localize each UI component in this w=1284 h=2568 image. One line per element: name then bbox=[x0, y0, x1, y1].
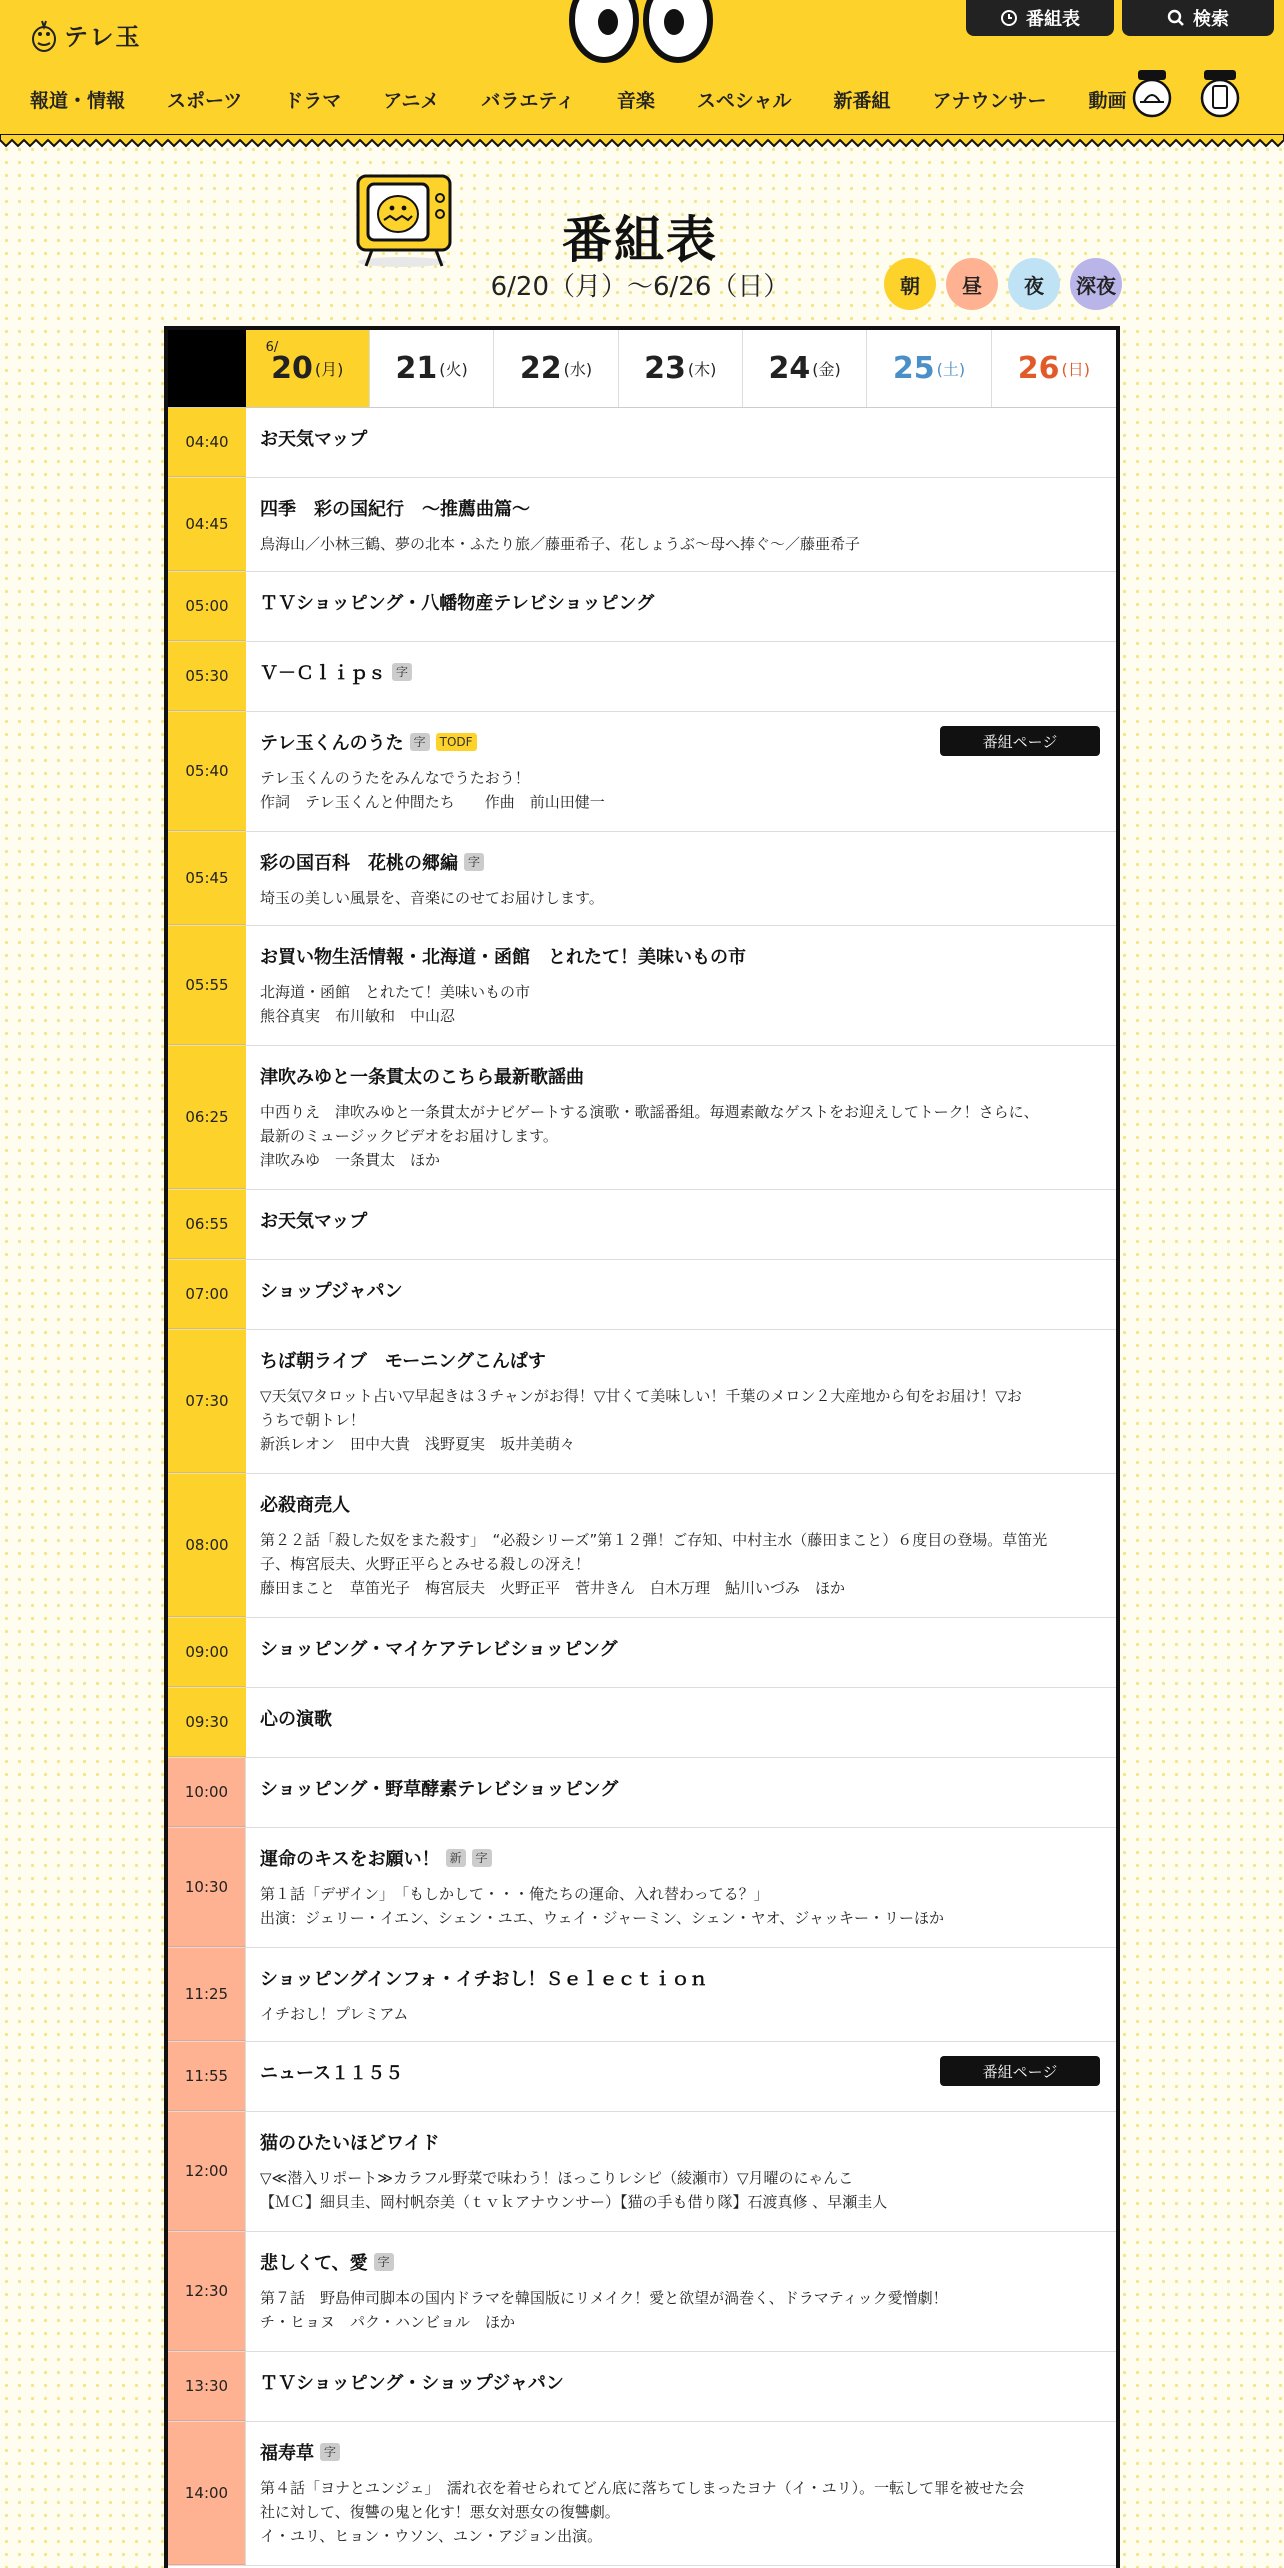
date-range: 6/20（月）〜6/26（日） bbox=[490, 272, 790, 302]
program-description-line: 第１話「デザイン」 「もしかして・・・俺たちの運命、入れ替わってる？」 bbox=[260, 1885, 769, 1903]
program-description bbox=[260, 980, 1102, 1028]
day-weekday: (木) bbox=[687, 360, 717, 379]
program-row bbox=[168, 832, 1116, 926]
program-cell[interactable] bbox=[246, 1190, 1116, 1259]
program-badge: 字 bbox=[410, 733, 430, 751]
program-badge: 字 bbox=[392, 663, 412, 681]
program-description-line: 【ＭＣ】細貝圭、岡村帆奈美（ｔｖｋアナウンサー）【猫の手も借り隊】石渡真修 、早瀬圭人 bbox=[260, 2193, 888, 2211]
nav-announcers[interactable]: アナウンサー bbox=[932, 89, 1047, 112]
program-row bbox=[168, 1758, 1116, 1828]
program-row bbox=[168, 1260, 1116, 1330]
program-time: 04:45 bbox=[168, 478, 246, 571]
period-daytime-button[interactable]: 昼 bbox=[946, 258, 998, 310]
program-description-line: 埼玉の美しい風景を、音楽にのせてお届けします。 bbox=[260, 889, 604, 907]
program-row bbox=[168, 1688, 1116, 1758]
period-evening-button[interactable]: 夜 bbox=[1008, 258, 1060, 310]
day-weekday: (土) bbox=[936, 360, 966, 379]
program-title[interactable]: ショッピング・マイケアテレビショッピング bbox=[260, 1639, 618, 1660]
program-time: 06:25 bbox=[168, 1046, 246, 1189]
program-title-line bbox=[260, 496, 1102, 520]
mascot-eyes-icon bbox=[566, 0, 716, 64]
program-description-line: 出演：ジェリー・イエン、シェン・ユエ、ウェイ・ジャーミン、シェン・ヤオ、ジャッキー・リーほか bbox=[260, 1909, 945, 1927]
program-page-button[interactable]: 番組ページ bbox=[940, 2056, 1100, 2086]
program-badge: 新 bbox=[446, 1849, 466, 1867]
program-description-line: 最新のミュージックビデオをお届けします。 bbox=[260, 1127, 558, 1145]
program-title-line bbox=[260, 1208, 1102, 1232]
program-description-line: イ・ユリ、ヒョン・ウソン、ユン・アジョン出演。 bbox=[260, 2527, 603, 2545]
program-title[interactable]: 彩の国百科 花桃の郷編 bbox=[260, 853, 458, 874]
program-guide-button[interactable] bbox=[966, 0, 1114, 36]
program-time: 05:45 bbox=[168, 832, 246, 925]
program-description-line: 新浜レオン 田中大貴 浅野夏実 坂井美萌々 bbox=[260, 1435, 576, 1453]
program-time: 13:30 bbox=[168, 2352, 246, 2421]
day-number: 25 bbox=[892, 351, 935, 386]
search-button[interactable] bbox=[1122, 0, 1274, 36]
day-tab-2[interactable] bbox=[494, 330, 618, 407]
site-logo[interactable] bbox=[30, 14, 142, 54]
program-cell[interactable] bbox=[246, 642, 1116, 711]
program-row bbox=[168, 572, 1116, 642]
program-title[interactable]: ＴＶショッピング・ショップジャパン bbox=[260, 2373, 564, 2394]
program-description-line: うちで朝トレ！ bbox=[260, 1411, 365, 1429]
program-row bbox=[168, 1948, 1116, 2042]
day-selector bbox=[168, 330, 1116, 408]
program-title-line bbox=[260, 1706, 1102, 1730]
program-cell[interactable] bbox=[246, 1618, 1116, 1687]
program-title-line bbox=[260, 850, 1102, 874]
program-row bbox=[168, 2352, 1116, 2422]
program-cell[interactable] bbox=[246, 2352, 1116, 2421]
program-row bbox=[168, 408, 1116, 478]
day-tab-6[interactable] bbox=[992, 330, 1116, 407]
program-title[interactable]: ショップジャパン bbox=[260, 1281, 403, 1302]
program-row bbox=[168, 1190, 1116, 1260]
main-nav bbox=[30, 84, 1169, 114]
nav-anime[interactable]: アニメ bbox=[383, 89, 440, 112]
program-row bbox=[168, 1046, 1116, 1190]
program-description-line: 社に対して、復讐の鬼と化す！悪女対悪女の復讐劇。 bbox=[260, 2503, 620, 2521]
program-title-line bbox=[260, 1776, 1102, 1800]
program-description bbox=[260, 1528, 1102, 1600]
program-title-line bbox=[260, 2440, 1102, 2464]
program-cell[interactable] bbox=[246, 1948, 1116, 2041]
program-badge: 字 bbox=[374, 2253, 394, 2271]
program-title-line bbox=[260, 1636, 1102, 1660]
period-latenight-button[interactable]: 深夜 bbox=[1070, 258, 1122, 310]
program-row bbox=[168, 1474, 1116, 1618]
program-description-line: ▽≪潜入リポート≫カラフル野菜で味わう！ほっこりレシピ（綾瀬市）▽月曜のにゃんこ bbox=[260, 2169, 854, 2187]
program-description-line: 中西りえ 津吹みゆと一条貫太がナビゲートする演歌・歌謡番組。毎週素敵なゲストをお迎えしてトーク！さらに、 bbox=[260, 1103, 1039, 1121]
program-cell[interactable] bbox=[246, 408, 1116, 477]
program-title[interactable]: ＴＶショッピング・八幡物産テレビショッピング bbox=[260, 593, 655, 614]
program-cell[interactable] bbox=[246, 572, 1116, 641]
program-title-line bbox=[260, 590, 1102, 614]
program-title-line bbox=[260, 1846, 1102, 1870]
program-row bbox=[168, 642, 1116, 712]
program-time: 12:00 bbox=[168, 2112, 246, 2231]
program-time: 12:30 bbox=[168, 2232, 246, 2351]
program-description bbox=[260, 1384, 1102, 1456]
logo-text: テレ玉 bbox=[64, 22, 142, 51]
program-time: 05:55 bbox=[168, 926, 246, 1045]
program-time: 09:30 bbox=[168, 1688, 246, 1757]
program-badge: 字 bbox=[472, 1849, 492, 1867]
program-cell[interactable] bbox=[246, 1046, 1116, 1189]
day-weekday: (水) bbox=[563, 360, 593, 379]
program-description bbox=[260, 2286, 1102, 2334]
program-cell[interactable] bbox=[246, 2422, 1116, 2565]
program-cell[interactable] bbox=[246, 832, 1116, 925]
tv-mascot-icon bbox=[352, 168, 462, 268]
site-header bbox=[0, 0, 1284, 140]
tele-tama-delivery-icon[interactable] bbox=[1130, 68, 1174, 118]
day-tab-0[interactable] bbox=[246, 330, 370, 407]
day-tab-1[interactable] bbox=[370, 330, 494, 407]
program-description bbox=[260, 1100, 1102, 1172]
day-weekday: (日) bbox=[1061, 360, 1090, 379]
program-cell[interactable] bbox=[246, 1828, 1116, 1947]
program-row bbox=[168, 1828, 1116, 1948]
program-time: 05:40 bbox=[168, 712, 246, 831]
program-title[interactable]: お天気マップ bbox=[260, 429, 368, 450]
program-time: 07:30 bbox=[168, 1330, 246, 1473]
program-badge: TODF bbox=[436, 733, 477, 751]
program-description bbox=[260, 2476, 1102, 2548]
program-description-line: ▽天気▽タロット占い▽早起きは３チャンがお得！▽甘くて美味しい！千葉のメロン２大産地から旬をお届け！▽お bbox=[260, 1387, 1022, 1405]
program-time: 10:00 bbox=[168, 1758, 246, 1827]
program-description bbox=[260, 886, 1102, 910]
nav-drama[interactable]: ドラマ bbox=[284, 89, 342, 112]
program-row bbox=[168, 2232, 1116, 2352]
day-weekday: (金) bbox=[812, 360, 841, 379]
program-title[interactable]: ショッピング・野草酵素テレビショッピング bbox=[260, 1779, 619, 1800]
search-icon bbox=[1167, 9, 1185, 27]
program-time: 05:00 bbox=[168, 572, 246, 641]
program-description-line: テレ玉くんのうたをみんなでうたおう！ bbox=[260, 769, 530, 787]
program-title[interactable]: Ｖ－Ｃｌｉｐｓ bbox=[260, 663, 386, 684]
program-description-line: 津吹みゆ 一条貫太 ほか bbox=[260, 1151, 441, 1169]
program-cell[interactable] bbox=[246, 1758, 1116, 1827]
nav-sports[interactable]: スポーツ bbox=[167, 89, 243, 112]
day-weekday: (火) bbox=[439, 360, 468, 379]
program-title-line bbox=[260, 660, 1102, 684]
day-tab-3[interactable] bbox=[619, 330, 743, 407]
page-title: 番組表 bbox=[562, 211, 718, 269]
day-number: 23 bbox=[644, 351, 686, 386]
nav-new-programs[interactable]: 新番組 bbox=[833, 89, 891, 112]
program-cell[interactable] bbox=[246, 926, 1116, 1045]
program-cell[interactable] bbox=[246, 2112, 1116, 2231]
program-cell[interactable] bbox=[246, 1688, 1116, 1757]
program-title[interactable]: お天気マップ bbox=[260, 1211, 368, 1232]
program-title-line bbox=[260, 426, 1102, 450]
day-number: 20 bbox=[271, 351, 313, 386]
program-description bbox=[260, 766, 1102, 814]
program-title[interactable]: ショッピングインフォ・イチおし！Ｓｅｌｅｃｔｉｏｎ bbox=[260, 1969, 708, 1990]
program-title-line bbox=[260, 2250, 1102, 2274]
program-description-line: 北海道・函館 とれたて！美味いもの市 bbox=[260, 983, 531, 1001]
program-description-line: チ・ヒョヌ パク・ハンビョル ほか bbox=[260, 2313, 516, 2331]
program-time: 04:40 bbox=[168, 408, 246, 477]
program-badge: 字 bbox=[464, 853, 484, 871]
clock-icon bbox=[1000, 9, 1018, 27]
program-description bbox=[260, 2002, 1102, 2026]
day-weekday: (月) bbox=[314, 360, 344, 379]
program-time: 09:00 bbox=[168, 1618, 246, 1687]
program-row bbox=[168, 2112, 1116, 2232]
program-title-line bbox=[260, 944, 1102, 968]
day-tab-5[interactable] bbox=[867, 330, 991, 407]
program-description-line: 作詞 テレ玉くんと仲間たち 作曲 前山田健一 bbox=[260, 793, 605, 811]
search-label: 検索 bbox=[1193, 9, 1229, 30]
day-tab-4[interactable] bbox=[743, 330, 867, 407]
program-cell[interactable] bbox=[246, 1260, 1116, 1329]
program-description-line: イチおし！プレミアム bbox=[260, 2005, 409, 2023]
program-title-line bbox=[260, 1278, 1102, 1302]
program-row bbox=[168, 478, 1116, 572]
program-title[interactable]: 必殺商売人 bbox=[260, 1495, 350, 1516]
day-number: 24 bbox=[768, 351, 811, 386]
program-time: 11:55 bbox=[168, 2042, 246, 2111]
program-title[interactable]: ちば朝ライブ モーニングこんぱす bbox=[260, 1351, 546, 1372]
program-row bbox=[168, 2422, 1116, 2566]
program-cell[interactable] bbox=[246, 2042, 1116, 2111]
program-description bbox=[260, 532, 1102, 556]
program-description-line: 子、梅宮辰夫、火野正平らとみせる殺しの冴え！ bbox=[260, 1555, 591, 1573]
program-description-line: 第２２話「殺した奴をまた殺す」 “必殺シリーズ”第１２弾！ご存知、中村主水（藤田まこと）６度目の登場。草笛光 bbox=[260, 1531, 1048, 1549]
day-month: 6/ bbox=[265, 340, 279, 355]
nav-music[interactable]: 音楽 bbox=[616, 89, 655, 112]
day-corner bbox=[168, 330, 246, 407]
tele-tama-app-icon[interactable] bbox=[1198, 68, 1242, 118]
program-title[interactable]: 運命のキスをお願い！ bbox=[260, 1849, 440, 1870]
program-time: 11:25 bbox=[168, 1948, 246, 2041]
day-number: 26 bbox=[1017, 351, 1060, 386]
program-description-line: 第４話「ヨナとユンジェ」 濡れ衣を着せられてどん底に落ちてしまったヨナ（イ・ユリ）。一転して罪を被せた会 bbox=[260, 2479, 1025, 2497]
program-title-line bbox=[260, 1064, 1102, 1088]
program-cell[interactable] bbox=[246, 712, 1116, 831]
program-title-line bbox=[260, 1348, 1102, 1372]
program-title[interactable]: お買い物生活情報・北海道・函館 とれたて！美味いもの市 bbox=[260, 947, 746, 968]
program-title[interactable]: 福寿草 bbox=[260, 2443, 314, 2464]
program-time: 07:00 bbox=[168, 1260, 246, 1329]
program-title-line bbox=[260, 2370, 1102, 2394]
day-number: 21 bbox=[395, 351, 438, 386]
program-title[interactable]: 悲しくて、愛 bbox=[260, 2253, 368, 2274]
nav-special[interactable]: スペシャル bbox=[696, 89, 792, 112]
program-row bbox=[168, 1330, 1116, 1474]
program-page-button[interactable]: 番組ページ bbox=[940, 726, 1100, 756]
program-title-line bbox=[260, 1966, 1102, 1990]
program-title[interactable]: 猫のひたいほどワイド bbox=[260, 2133, 440, 2154]
day-number: 22 bbox=[519, 351, 562, 386]
program-title[interactable]: ニュース１１５５ bbox=[260, 2063, 404, 2084]
tele-tama-mascot-icon bbox=[30, 15, 58, 53]
period-morning-button[interactable]: 朝 bbox=[884, 258, 936, 310]
program-badge: 字 bbox=[320, 2443, 340, 2461]
program-row bbox=[168, 926, 1116, 1046]
program-title-line bbox=[260, 2130, 1102, 2154]
program-title[interactable]: 津吹みゆと一条貫太のこちら最新歌謡曲 bbox=[260, 1067, 584, 1088]
program-time: 06:55 bbox=[168, 1190, 246, 1259]
schedule-table bbox=[164, 326, 1120, 2568]
nav-news[interactable]: 報道・情報 bbox=[30, 89, 126, 112]
program-time: 14:00 bbox=[168, 2422, 246, 2565]
program-list bbox=[168, 408, 1116, 2566]
program-time: 05:30 bbox=[168, 642, 246, 711]
program-row bbox=[168, 2042, 1116, 2112]
nav-variety[interactable]: バラエティ bbox=[481, 89, 575, 112]
program-cell[interactable] bbox=[246, 1474, 1116, 1617]
program-row bbox=[168, 712, 1116, 832]
program-row bbox=[168, 1618, 1116, 1688]
program-description-line: 藤田まこと 草笛光子 梅宮辰夫 火野正平 菅井きん 白木万理 鮎川いづみ ほか bbox=[260, 1579, 846, 1597]
program-title[interactable]: 四季 彩の国紀行 ～推薦曲篇～ bbox=[260, 499, 530, 520]
program-time: 08:00 bbox=[168, 1474, 246, 1617]
program-description bbox=[260, 2166, 1102, 2214]
nav-videos[interactable]: 動画 bbox=[1088, 89, 1127, 112]
program-cell[interactable] bbox=[246, 1330, 1116, 1473]
program-guide-label: 番組表 bbox=[1026, 9, 1080, 30]
program-description-line: 鳥海山／小林三鶴、夢の北本・ふたり旅／藤亜希子、花しょうぶ～母へ捧ぐ～／藤亜希子 bbox=[260, 535, 861, 553]
header-zigzag-edge bbox=[0, 134, 1284, 150]
program-description bbox=[260, 1882, 1102, 1930]
program-title[interactable]: 心の演歌 bbox=[260, 1709, 332, 1730]
program-description-line: 熊谷真実 布川敏和 中山忍 bbox=[260, 1007, 456, 1025]
program-title-line bbox=[260, 1492, 1102, 1516]
program-cell[interactable] bbox=[246, 478, 1116, 571]
program-cell[interactable] bbox=[246, 2232, 1116, 2351]
program-title[interactable]: テレ玉くんのうた bbox=[260, 733, 404, 754]
period-selector bbox=[884, 258, 1122, 310]
program-description-line: 第７話 野島伸司脚本の国内ドラマを韓国版にリメイク！愛と欲望が渦巻く、ドラマティック愛憎劇！ bbox=[260, 2289, 948, 2307]
program-time: 10:30 bbox=[168, 1828, 246, 1947]
